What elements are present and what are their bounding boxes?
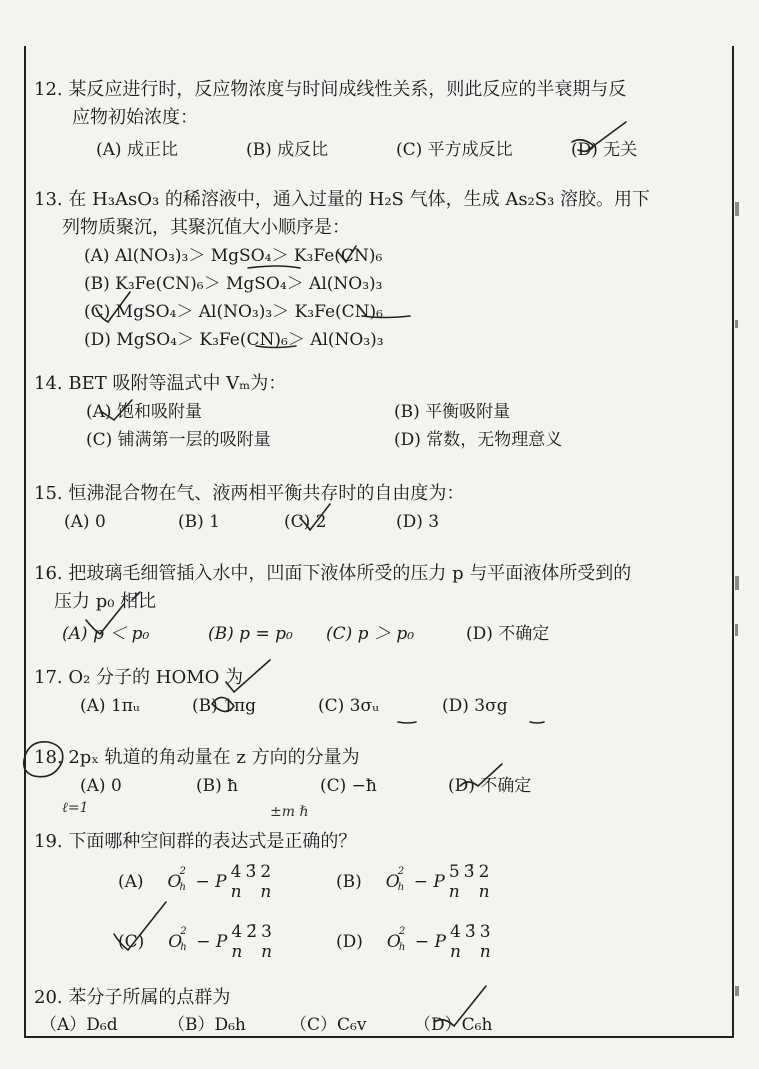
question-18: [10, 744, 741, 800]
q19-lattice: − P: [413, 872, 445, 892]
q19-denominator: n: [231, 942, 243, 962]
q12-option-c: (C) 平方成反比: [396, 140, 513, 160]
question-13-stem-cont: 列物质聚沉，其聚沉值大小顺序是：: [62, 217, 350, 238]
q19-fraction: [261, 922, 272, 962]
q19-option-b: [336, 862, 492, 902]
q19-fraction: [231, 862, 242, 902]
question-14-stem: 14. BET 吸附等温式中 Vₘ为：: [34, 373, 287, 394]
q19-denominator: n: [261, 942, 273, 962]
q16-option-d: (D) 不确定: [466, 624, 550, 644]
q19-numerator: 3: [261, 922, 272, 942]
question-20: [10, 984, 741, 1038]
q19-lattice: − P: [414, 932, 446, 952]
q19-space-group-symbol: O 2 h: [386, 926, 406, 953]
q15-option-b: (B) 1: [178, 512, 220, 532]
q19-fraction: [480, 922, 491, 962]
q15-option-a: (A) 0: [64, 512, 106, 532]
q19-numerator: 4: [450, 922, 461, 942]
q19-option-c: [118, 922, 274, 962]
q18-option-c: (C) −ħ: [320, 776, 377, 796]
q19-denominator: n: [449, 942, 461, 962]
q19-fraction: [260, 862, 271, 902]
q19-numerator: 4: [230, 862, 242, 882]
q19-sup: 2: [398, 926, 406, 937]
q17-option-b: (B) 1πg: [192, 696, 257, 716]
q19-numerator: 5: [448, 862, 460, 882]
q18-option-b: (B) ħ: [196, 776, 239, 796]
question-16-stem-cont: 压力 p₀ 相比: [54, 591, 157, 612]
q19-denominator: n: [260, 882, 272, 902]
q19-option-label: (B): [336, 872, 362, 892]
q15-option-c: (C) 2: [284, 512, 327, 532]
q19-rotoinversion: 3̄: [464, 922, 476, 942]
q13-option-a: (A) Al(NO₃)₃＞ MgSO₄＞ K₃Fe(CN)₆: [84, 246, 383, 266]
question-19: [10, 828, 741, 856]
q19-rotoinversion: 2̄: [246, 922, 258, 942]
q19-rotoinversion: 3̄: [463, 862, 475, 882]
q14-option-c: (C) 铺满第一层的吸附量: [86, 430, 271, 450]
q17-option-a: (A) 1πᵤ: [80, 696, 140, 716]
q20-option-b: （B）D₆h: [168, 1015, 246, 1035]
q20-option-a: （A）D₆d: [40, 1015, 118, 1035]
question-17: [10, 664, 741, 720]
q19-option-d: [336, 922, 493, 962]
q14-option-b: (B) 平衡吸附量: [394, 402, 511, 422]
question-16: [10, 560, 741, 648]
q19-sub: h: [397, 882, 405, 893]
q12-option-a: (A) 成正比: [96, 140, 178, 160]
q19-fraction: [231, 922, 242, 962]
question-18-stem: 18. 2pₓ 轨道的角动量在 z 方向的分量为: [34, 747, 360, 768]
question-12-stem: 12. 某反应进行时，反应物浓度与时间成线性关系，则此反应的半衰期与反: [34, 79, 627, 100]
q19-denominator: n: [479, 942, 491, 962]
question-17-stem: 17. O₂ 分子的 HOMO 为: [34, 667, 244, 688]
q13-option-b: (B) K₃Fe(CN)₆＞ MgSO₄＞ Al(NO₃)₃: [84, 274, 383, 294]
q19-sup: 2: [397, 866, 405, 877]
question-16-stem: 16. 把玻璃毛细管插入水中，凹面下液体所受的压力 p 与平面液体所受到的: [34, 563, 632, 584]
q19-fraction: [449, 862, 460, 902]
q19-lattice: − P: [196, 932, 228, 952]
q17-option-c: (C) 3σᵤ: [318, 696, 379, 716]
q19-option-label: (D): [336, 932, 363, 952]
q19-sub: h: [398, 942, 406, 953]
q19-numerator: 2: [478, 862, 490, 882]
q19-numerator: 4: [231, 922, 243, 942]
q19-rotoinversion: 3̄: [245, 862, 257, 882]
q19-option-a: [118, 862, 273, 902]
question-12: [10, 76, 741, 164]
question-12-stem-cont: 应物初始浓度：: [72, 107, 198, 128]
question-13: [10, 186, 741, 354]
question-14: [10, 370, 741, 454]
q20-option-c: （C）C₆v: [290, 1015, 367, 1035]
q19-fraction: [450, 922, 461, 962]
q19-denominator: n: [478, 882, 490, 902]
q19-space-group-symbol: O 2 h: [168, 926, 187, 953]
q19-sup: 2: [179, 866, 186, 877]
q19-numerator: 2: [260, 862, 272, 882]
q13-option-d: (D) MgSO₄＞ K₃Fe(CN)₆＞ Al(NO₃)₃: [84, 330, 384, 350]
q19-lattice: − P: [195, 872, 227, 892]
q12-option-b: (B) 成反比: [246, 140, 329, 160]
handwritten-m-note: ±m ℏ: [270, 804, 309, 820]
q15-option-d: (D) 3: [396, 512, 440, 532]
q19-sub: h: [179, 882, 186, 893]
question-19-stem: 19. 下面哪种空间群的表达式是正确的？: [34, 831, 357, 852]
q19-sub: h: [180, 942, 187, 953]
q19-numerator: 3: [479, 922, 491, 942]
question-15: [10, 480, 741, 536]
q16-option-b: (B) p = p₀: [208, 624, 293, 644]
q19-denominator: n: [448, 882, 460, 902]
q20-option-d: （D）C₆h: [414, 1015, 493, 1035]
q18-option-a: (A) 0: [80, 776, 122, 796]
question-13-stem: 13. 在 H₃AsO₃ 的稀溶液中，通入过量的 H₂S 气体，生成 As₂S₃ 溶胶。用下: [34, 189, 651, 210]
handwritten-l-note: ℓ=1: [62, 800, 89, 816]
q19-option-label: (C): [118, 932, 145, 952]
q16-option-a: (A) p ＜ p₀: [62, 624, 150, 644]
q16-option-c: (C) p ＞ p₀: [326, 624, 415, 644]
q19-sup: 2: [180, 926, 187, 937]
q18-option-d: (D) 不确定: [448, 776, 532, 796]
q19-space-group-symbol: O 2 h: [167, 866, 186, 893]
q19-option-label: (A): [118, 872, 144, 892]
q14-option-a: (A) 饱和吸附量: [86, 402, 202, 422]
q19-space-group-symbol: O 2 h: [385, 866, 405, 893]
q19-denominator: n: [230, 882, 242, 902]
q13-option-c: (C) MgSO₄＞ Al(NO₃)₃＞ K₃Fe(CN)₆: [84, 302, 383, 322]
q14-option-d: (D) 常数，无物理意义: [394, 430, 563, 450]
question-15-stem: 15. 恒沸混合物在气、液两相平衡共存时的自由度为：: [34, 483, 465, 504]
q12-option-d: (D) 无关: [571, 140, 638, 160]
q19-fraction: [479, 862, 490, 902]
q17-option-d: (D) 3σg: [442, 696, 508, 716]
question-20-stem: 20. 苯分子所属的点群为: [34, 987, 231, 1008]
